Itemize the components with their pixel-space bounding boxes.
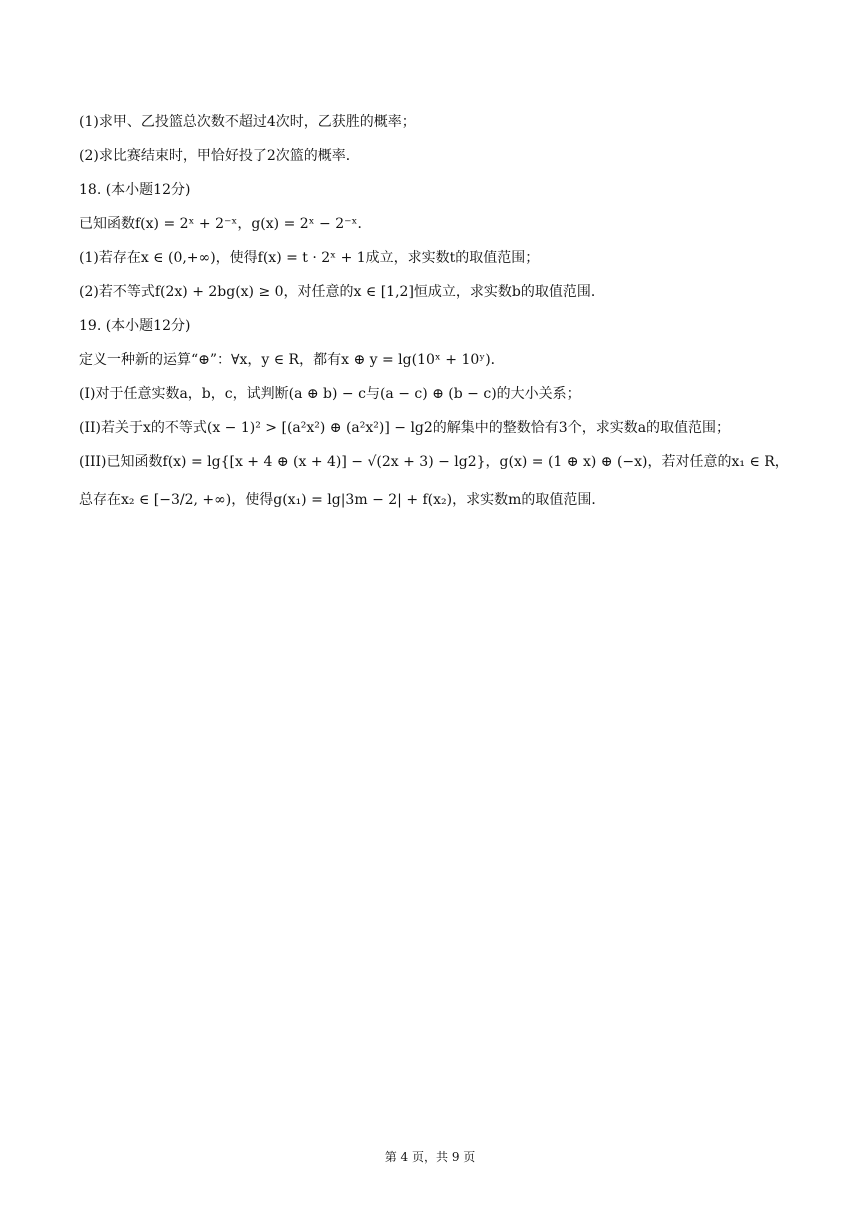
question-18-heading: 18. (本小题12分) — [79, 182, 191, 198]
question-19-part-3: (III)已知函数f(x) = lg{[x + 4 ⊕ (x + 4)] − √(2x + 3) − lg2}，g(x) = (1 ⊕ x) ⊕ (−x)，若对任意的x₁ ∈ R， — [79, 454, 789, 470]
question-19-part-3-continued: 总存在x₂ ∈ [−3/2, +∞)，使得g(x₁) = lg|3m − 2| + f(x₂)，求实数m的取值范围． — [79, 492, 606, 508]
question-19-heading: 19. (本小题12分) — [79, 318, 191, 334]
question-18-stem: 已知函数f(x) = 2ˣ + 2⁻ˣ，g(x) = 2ˣ − 2⁻ˣ． — [79, 216, 372, 232]
question-17-part-2: (2)求比赛结束时，甲恰好投了2次篮的概率． — [79, 148, 360, 164]
question-19-stem: 定义一种新的运算“⊕”：∀x，y ∈ R，都有x ⊕ y = lg(10ˣ + 10ʸ)． — [79, 352, 505, 368]
page-footer: 第 4 页，共 9 页 — [384, 1150, 476, 1164]
question-17-part-1: (1)求甲、乙投篮总次数不超过4次时，乙获胜的概率； — [79, 114, 416, 130]
question-18-part-1: (1)若存在x ∈ (0,+∞)，使得f(x) = t · 2ˣ + 1成立，求实数t的取值范围； — [79, 250, 540, 266]
question-18-part-2: (2)若不等式f(2x) + 2bg(x) ≥ 0，对任意的x ∈ [1,2]恒成立，求实数b的取值范围． — [79, 284, 605, 300]
question-19-part-1: (I)对于任意实数a，b，c，试判断(a ⊕ b) − c与(a − c) ⊕ (b − c)的大小关系； — [79, 386, 581, 402]
question-19-part-2: (II)若关于x的不等式(x − 1)² > [(a²x²) ⊕ (a²x²)] − lg2的解集中的整数恰有3个，求实数a的取值范围； — [79, 420, 731, 436]
